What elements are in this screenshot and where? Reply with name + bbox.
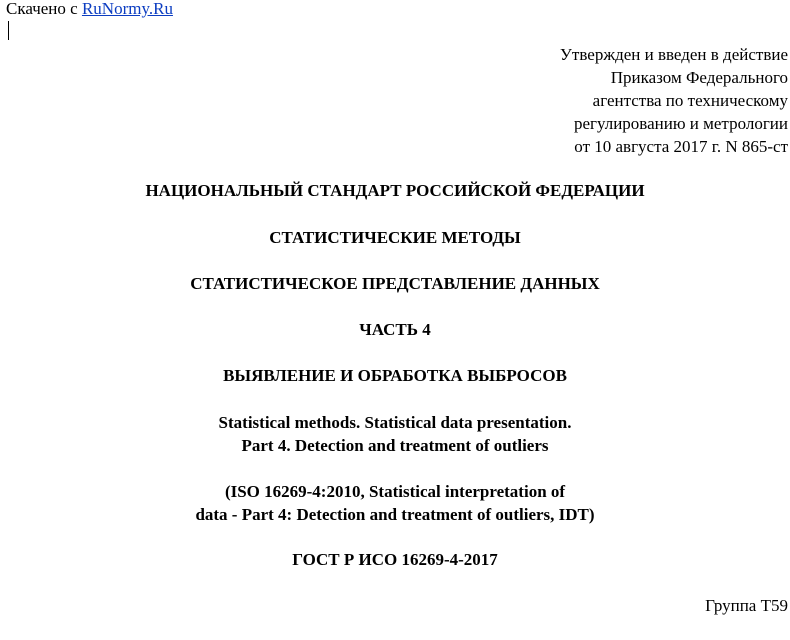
english-title-line-1: Statistical methods. Statistical data presentation. [218, 413, 572, 432]
iso-reference-line-1: (ISO 16269-4:2010, Statistical interpretation of [224, 482, 566, 501]
source-prefix: Скачено с [6, 0, 78, 18]
approval-line-1: Утвержден и введен в действие [559, 45, 788, 64]
subtitle: СТАТИСТИЧЕСКОЕ ПРЕДСТАВЛЕНИЕ ДАННЫХ [190, 274, 600, 293]
approval-line-3: агентства по техническому [592, 91, 788, 110]
iso-reference [0, 480, 790, 526]
part-title: ВЫЯВЛЕНИЕ И ОБРАБОТКА ВЫБРОСОВ [223, 366, 567, 385]
runormy-link[interactable]: RuNormy.Ru [81, 0, 173, 18]
approval-line-2: Приказом Федерального [610, 68, 788, 87]
standard-type-heading: НАЦИОНАЛЬНЫЙ СТАНДАРТ РОССИЙСКОЙ ФЕДЕРАЦИИ [145, 181, 645, 200]
source-line [6, 0, 173, 19]
text-cursor [8, 21, 9, 40]
english-title-line-2: Part 4. Detection and treatment of outliers [241, 436, 549, 455]
approval-block [408, 43, 788, 158]
iso-reference-line-2: data - Part 4: Detection and treatment of outliers, IDT) [195, 505, 595, 524]
classification-group: Группа Т59 [705, 596, 788, 615]
approval-line-4: регулированию и метрологии [573, 114, 788, 133]
english-title [0, 411, 790, 457]
part-number: ЧАСТЬ 4 [359, 320, 431, 339]
main-title: СТАТИСТИЧЕСКИЕ МЕТОДЫ [269, 228, 521, 247]
standard-designation: ГОСТ Р ИСО 16269-4-2017 [292, 550, 498, 569]
approval-line-5: от 10 августа 2017 г. N 865-ст [574, 137, 788, 156]
